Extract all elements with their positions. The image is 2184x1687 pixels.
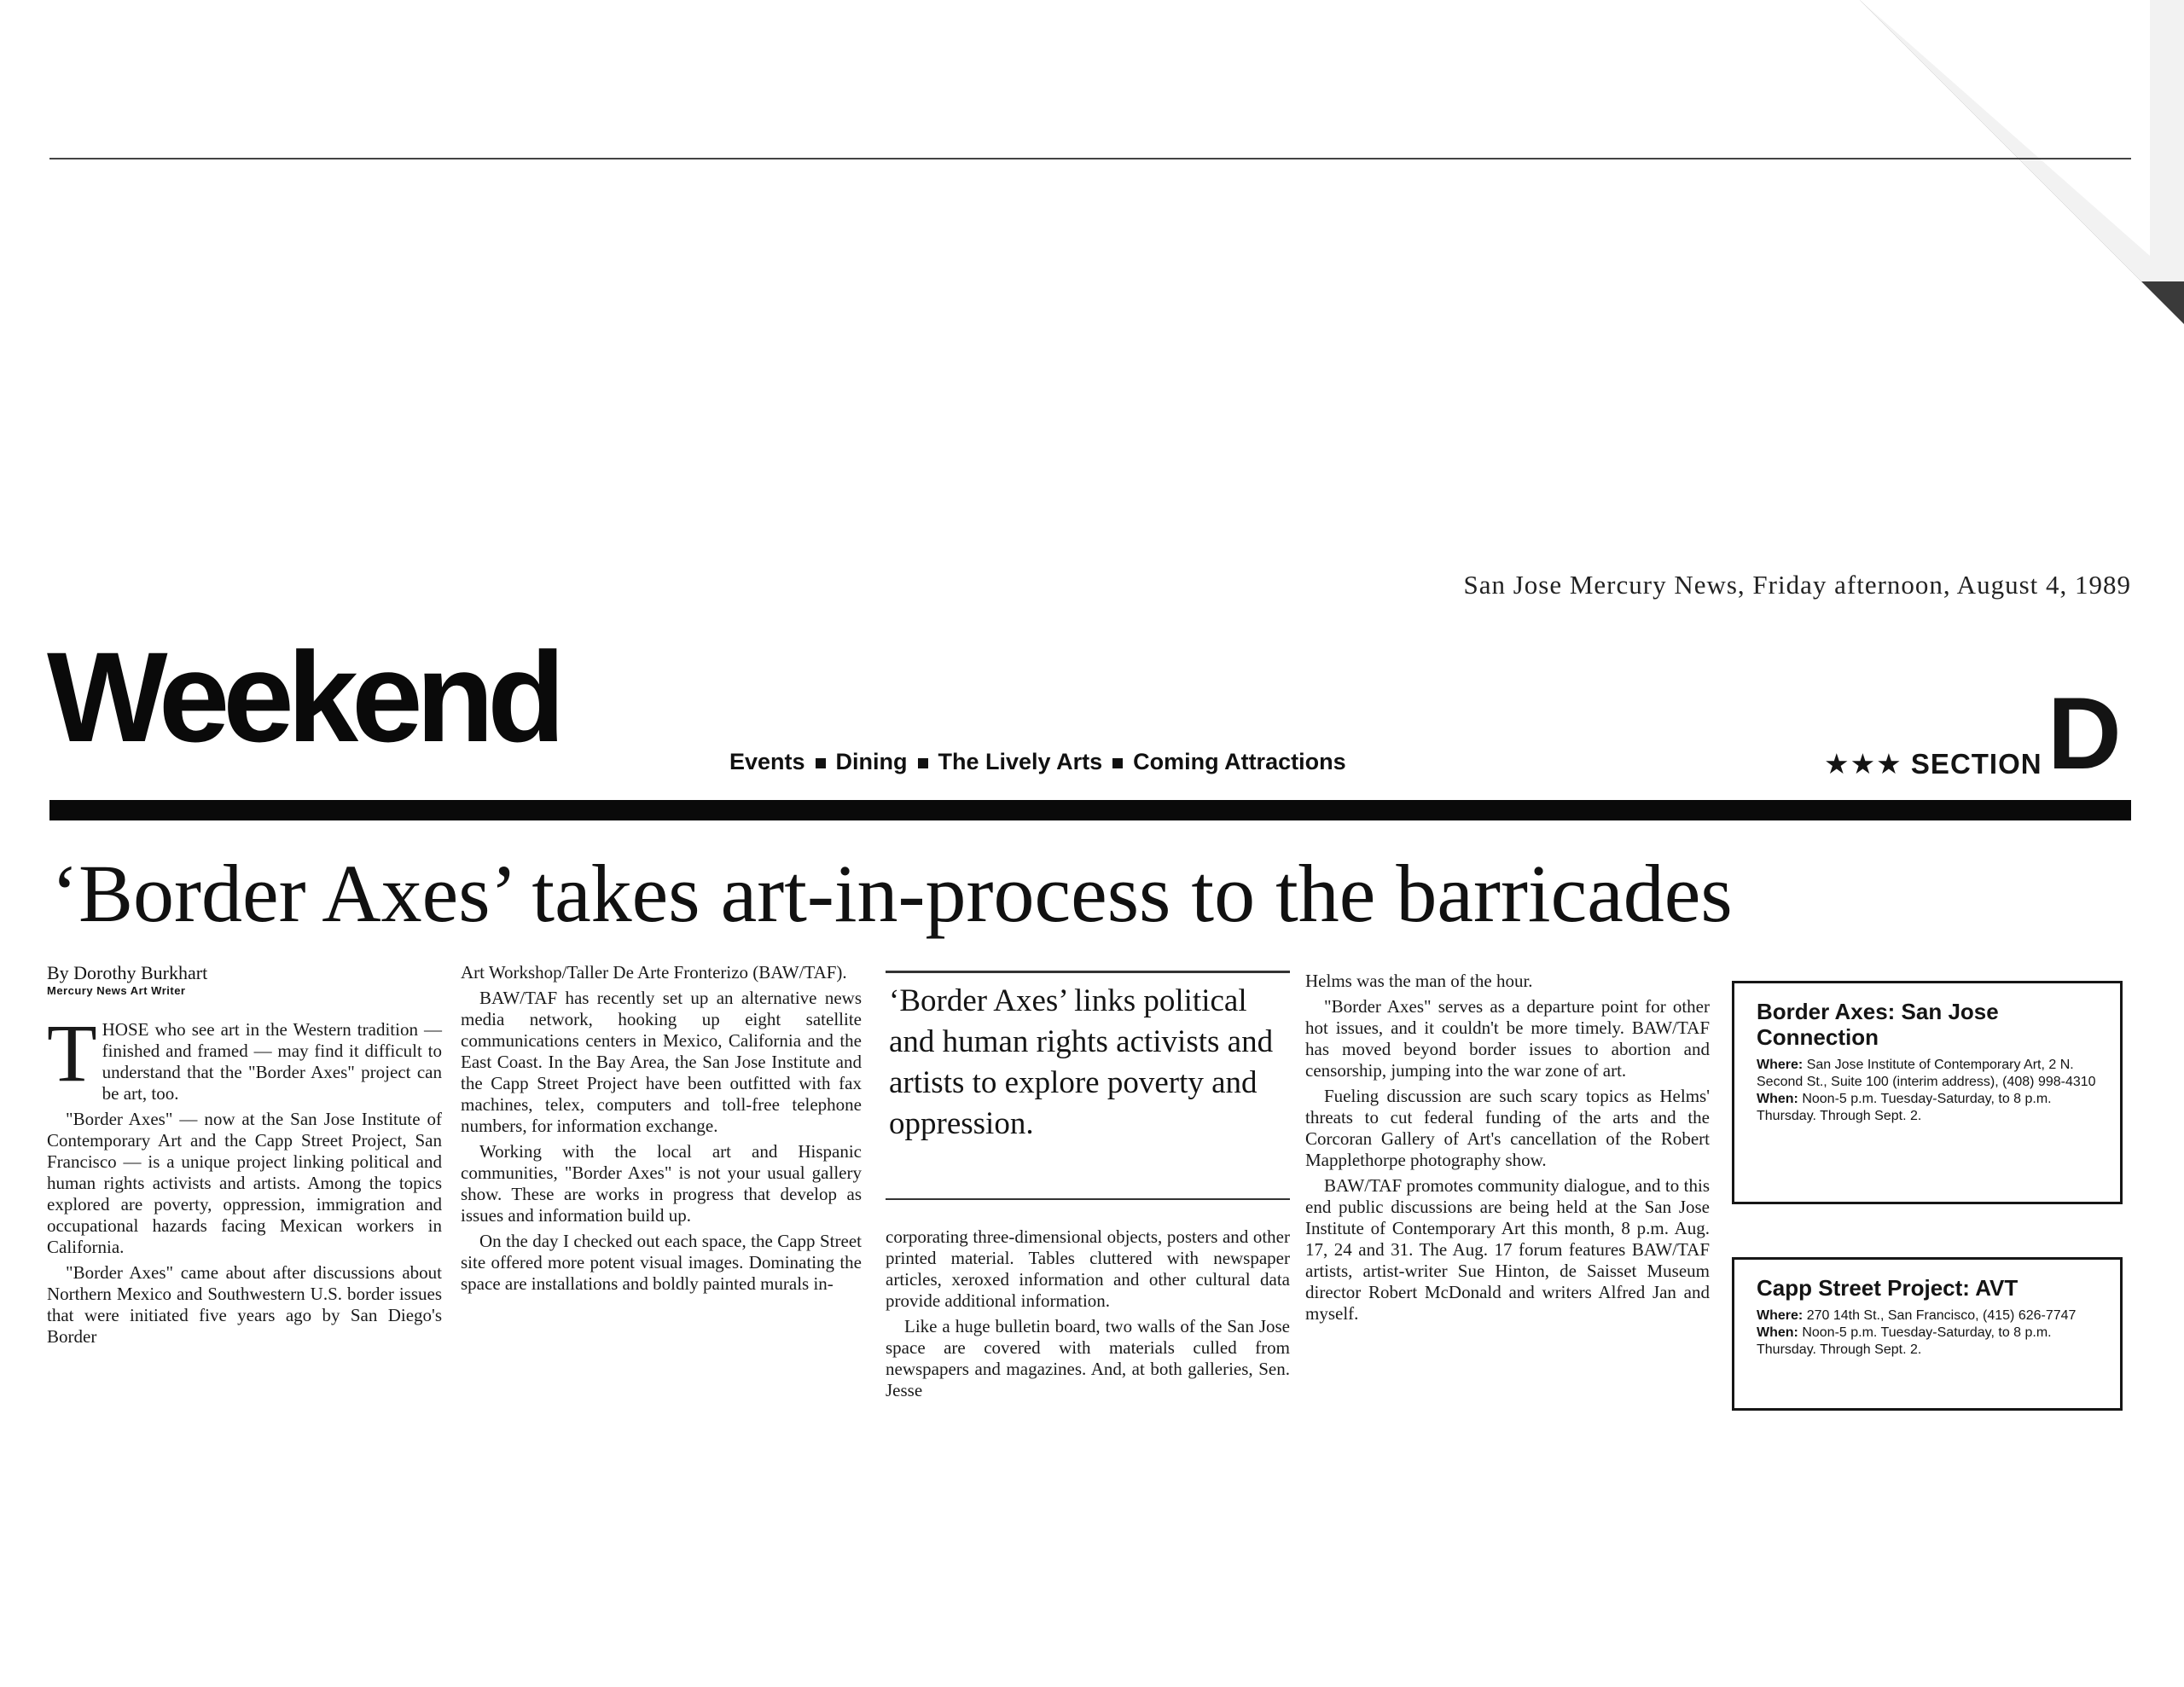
info-box-capp-street <box>1732 1257 2123 1411</box>
article-column-1 <box>47 1007 442 1352</box>
paragraph: BAW/TAF promotes community dialogue, and to this end public discussions are being held at the San Jose Institute of Contemporary Art this month, 8 p.m. Aug. 17, 24 and 31. The Aug. 17 forum features BAW/TAF artists, artist-writer Sue Hinton, de Saisset Museum director Robert McDonald and writers Alfred Jan and myself. <box>1305 1175 1710 1324</box>
section-item: The Lively Arts <box>938 749 1103 774</box>
article-column-4 <box>1305 971 1710 1329</box>
info-box-title: Capp Street Project: AVT <box>1757 1275 2018 1301</box>
paragraph: Art Workshop/Taller De Arte Fronterizo (BAW/TAF). <box>461 962 847 983</box>
paragraph: Working with the local art and Hispanic communities, "Border Axes" is not your usual gallery show. These are works in progress that develop as issues and information build up. <box>461 1141 862 1226</box>
paragraph: corporating three-dimensional objects, posters and other printed material. Tables cluttered with newspaper articles, xeroxed information and other cultural data provide additional information. <box>886 1226 1290 1311</box>
drop-cap: T <box>47 1007 97 1099</box>
bullet-square-icon <box>918 758 928 768</box>
article-column-2 <box>461 962 862 1299</box>
headline: ‘Border Axes’ takes art-in-process to the barricades <box>51 848 1733 939</box>
bullet-square-icon <box>1112 758 1123 768</box>
section-item: Coming Attractions <box>1133 749 1346 774</box>
paragraph: Helms was the man of the hour. <box>1305 971 1533 991</box>
paragraph: On the day I checked out each space, the Capp Street site offered more potent visual images. Dominating the space are installations and boldly painted murals in- <box>461 1231 862 1294</box>
section-label: ★★★ SECTION <box>1824 748 2042 780</box>
info-box-where: Where: 270 14th St., San Francisco, (415) 626-7747 <box>1757 1308 2077 1323</box>
byline: By Dorothy Burkhart <box>47 962 208 983</box>
info-box-where: Where: San Jose Institute of Contemporary Art, 2 N. Second St., Suite 100 (interim address), (408) 998-4310 <box>1757 1058 2096 1089</box>
pull-quote-rule-top <box>886 971 1290 973</box>
masthead-bar <box>49 800 2131 820</box>
bullet-square-icon <box>816 758 826 768</box>
paragraph: "Border Axes" came about after discussions about Northern Mexico and Southwestern U.S. border issues that were initiated five years ago by San Diego's Border <box>47 1262 442 1347</box>
section-letter: D <box>2048 676 2122 791</box>
info-box-when: When: Noon-5 p.m. Tuesday-Saturday, to 8 p.m. Thursday. Through Sept. 2. <box>1757 1092 2052 1123</box>
info-box-san-jose <box>1732 981 2123 1204</box>
paragraph: "Border Axes" serves as a departure point for other hot issues, and it couldn't be more timely. BAW/TAF has moved beyond border issues to abortion and censorship, jumping into the war zone of art. <box>1305 996 1710 1081</box>
section-list <box>729 749 1346 775</box>
byline-block <box>47 962 439 997</box>
paragraph: THOSE who see art in the Western tradition — finished and framed — may find it difficult to understand that the "Border Axes" project can be art, too. <box>47 1007 442 1104</box>
article-column-3 <box>886 1226 1290 1406</box>
paragraph: Fueling discussion are such scary topics as Helms' threats to cut federal funding of the arts and the Corcoran Gallery of Art's cancellation of the Robert Mapplethorpe photography show. <box>1305 1086 1710 1170</box>
section-item: Dining <box>835 749 908 774</box>
paragraph: "Border Axes" — now at the San Jose Institute of Contemporary Art and the Capp Street Project, San Francisco — is a unique project linking political and human rights activists and artists. Among the topics explored are poverty, oppression, immigration and occupational hazards facing Mexican workers in California. <box>47 1109 442 1257</box>
byline-affiliation: Mercury News Art Writer <box>47 984 186 997</box>
scan-corner-shadow <box>1860 0 2184 324</box>
info-box-when: When: Noon-5 p.m. Tuesday-Saturday, to 8 p.m. Thursday. Through Sept. 2. <box>1757 1325 2052 1357</box>
dateline: San Jose Mercury News, Friday afternoon, August 4, 1989 <box>1463 570 2131 600</box>
section-item: Events <box>729 749 805 774</box>
masthead-title: Weekend <box>47 625 559 768</box>
pull-quote: ‘Border Axes’ links political and human rights activists and artists to explore poverty and oppression. <box>889 983 1274 1141</box>
info-box-title: Border Axes: San Jose Connection <box>1757 999 1999 1050</box>
paragraph: BAW/TAF has recently set up an alternative news media network, hooking up eight satellite communications centers in Mexico, California and the East Coast. In the Bay Area, the San Jose Institute and the Capp Street Project have been outfitted with fax machines, telex, computers and toll-free telephone numbers, for information exchange. <box>461 988 862 1136</box>
paragraph: Like a huge bulletin board, two walls of the San Jose space are covered with materials culled from newspapers and magazines. And, at both galleries, Sen. Jesse <box>886 1316 1290 1400</box>
pull-quote-rule-bottom <box>886 1198 1290 1200</box>
top-rule <box>49 158 2131 159</box>
